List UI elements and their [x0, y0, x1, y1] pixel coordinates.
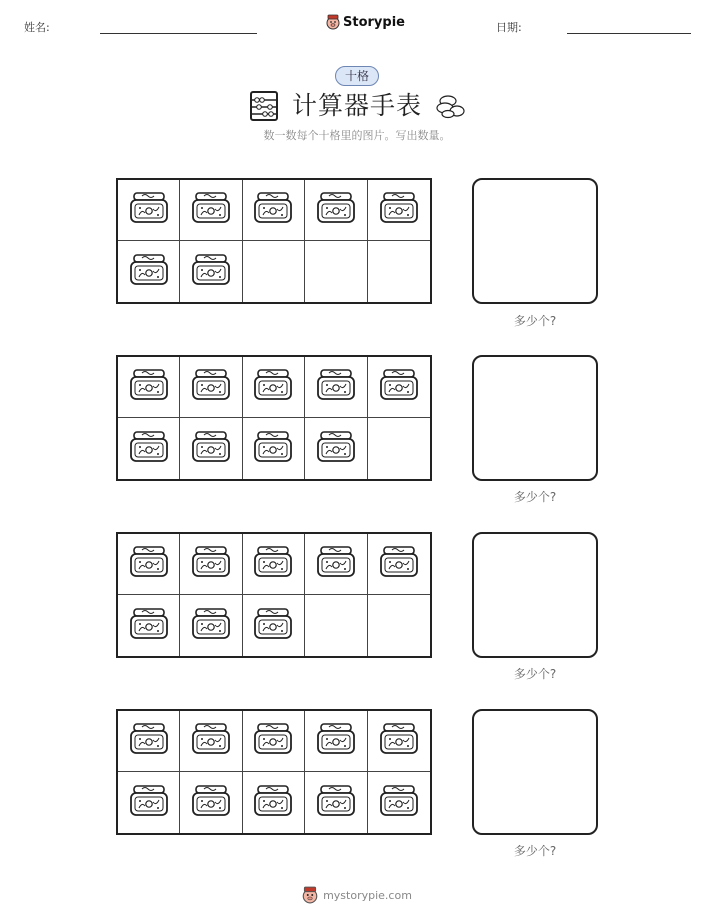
question-label: 多少个?: [513, 667, 557, 681]
frame-cell: [305, 772, 367, 833]
treasure-box-icon: [315, 783, 357, 823]
frame-cell: [180, 180, 242, 241]
frame-cell: [118, 180, 180, 241]
treasure-box-icon: [315, 721, 357, 761]
frame-cell: [305, 711, 367, 772]
treasure-box-icon: [315, 367, 357, 407]
treasure-box-icon: [378, 190, 420, 230]
treasure-box-icon: [190, 429, 232, 469]
frame-cell: [118, 418, 180, 479]
question-label: 多少个?: [513, 314, 557, 328]
frame-cell: [368, 711, 430, 772]
treasure-box-icon: [190, 367, 232, 407]
treasure-box-icon: [128, 783, 170, 823]
treasure-box-icon: [128, 252, 170, 292]
frame-cell: [305, 357, 367, 418]
frame-cell: [368, 772, 430, 833]
frame-cell: [180, 711, 242, 772]
frame-cell: [305, 241, 367, 302]
treasure-box-icon: [378, 367, 420, 407]
frame-cell: [305, 534, 367, 595]
frame-cell: [243, 595, 305, 656]
frame-cell: [180, 241, 242, 302]
frame-cell: [118, 534, 180, 595]
frame-cell: [243, 534, 305, 595]
treasure-box-icon: [252, 783, 294, 823]
treasure-box-icon: [128, 721, 170, 761]
treasure-box-icon: [315, 544, 357, 584]
frame-cell: [243, 418, 305, 479]
frame-cell: [118, 772, 180, 833]
treasure-box-icon: [252, 544, 294, 584]
frame-cell: [180, 534, 242, 595]
frame-cell: [368, 180, 430, 241]
worksheet-type-badge: 十格: [335, 66, 379, 86]
treasure-box-icon: [252, 606, 294, 646]
frame-cell: [305, 595, 367, 656]
frame-cell: [368, 241, 430, 302]
date-line[interactable]: [567, 33, 691, 34]
answer-box[interactable]: [472, 709, 598, 835]
treasure-box-icon: [190, 783, 232, 823]
frame-cell: [180, 418, 242, 479]
frame-cell: [118, 711, 180, 772]
footer: [0, 886, 714, 904]
instructions: 数一数每个十格里的图片。写出数量。: [263, 129, 451, 142]
treasure-box-icon: [315, 429, 357, 469]
frame-cell: [305, 180, 367, 241]
pig-mascot-icon: [302, 886, 318, 904]
brand-logo: [326, 12, 405, 32]
frame-cell: [243, 711, 305, 772]
frame-cell: [180, 357, 242, 418]
frame-cell: [118, 595, 180, 656]
treasure-box-icon: [252, 367, 294, 407]
frame-cell: [368, 418, 430, 479]
footer-website: mystorypie.com: [323, 888, 412, 902]
frame-cell: [118, 357, 180, 418]
treasure-box-icon: [128, 367, 170, 407]
question-label: 多少个?: [513, 490, 557, 504]
treasure-box-icon: [128, 544, 170, 584]
answer-box[interactable]: [472, 532, 598, 658]
treasure-box-icon: [378, 544, 420, 584]
date-label: 日期:: [496, 21, 522, 34]
question-label: 多少个?: [513, 844, 557, 858]
name-line[interactable]: [100, 33, 257, 34]
treasure-box-icon: [190, 190, 232, 230]
frame-cell: [243, 180, 305, 241]
frame-cell: [305, 418, 367, 479]
frame-cell: [368, 595, 430, 656]
frame-cell: [243, 357, 305, 418]
treasure-box-icon: [190, 252, 232, 292]
treasure-box-icon: [315, 190, 357, 230]
treasure-box-icon: [128, 606, 170, 646]
treasure-box-icon: [252, 190, 294, 230]
frame-cell: [243, 241, 305, 302]
ten-frame: [116, 355, 432, 481]
frame-cell: [368, 534, 430, 595]
frame-cell: [368, 357, 430, 418]
page-title: 计算器手表: [291, 91, 422, 120]
ten-frame: [116, 532, 432, 658]
answer-box[interactable]: [472, 178, 598, 304]
treasure-box-icon: [190, 606, 232, 646]
treasure-box-icon: [378, 721, 420, 761]
brand-name: Storypie: [343, 14, 405, 30]
treasure-box-icon: [252, 721, 294, 761]
frame-cell: [180, 595, 242, 656]
treasure-box-icon: [128, 190, 170, 230]
name-label: 姓名:: [24, 21, 50, 34]
frame-cell: [243, 772, 305, 833]
frame-cell: [180, 772, 242, 833]
ten-frame: [116, 178, 432, 304]
ten-frame: [116, 709, 432, 835]
coin-stack-icon: [436, 93, 466, 119]
treasure-box-icon: [128, 429, 170, 469]
treasure-box-icon: [252, 429, 294, 469]
treasure-box-icon: [378, 783, 420, 823]
frame-cell: [118, 241, 180, 302]
treasure-box-icon: [190, 721, 232, 761]
treasure-box-icon: [190, 544, 232, 584]
answer-box[interactable]: [472, 355, 598, 481]
pig-mascot-icon: [326, 14, 340, 30]
